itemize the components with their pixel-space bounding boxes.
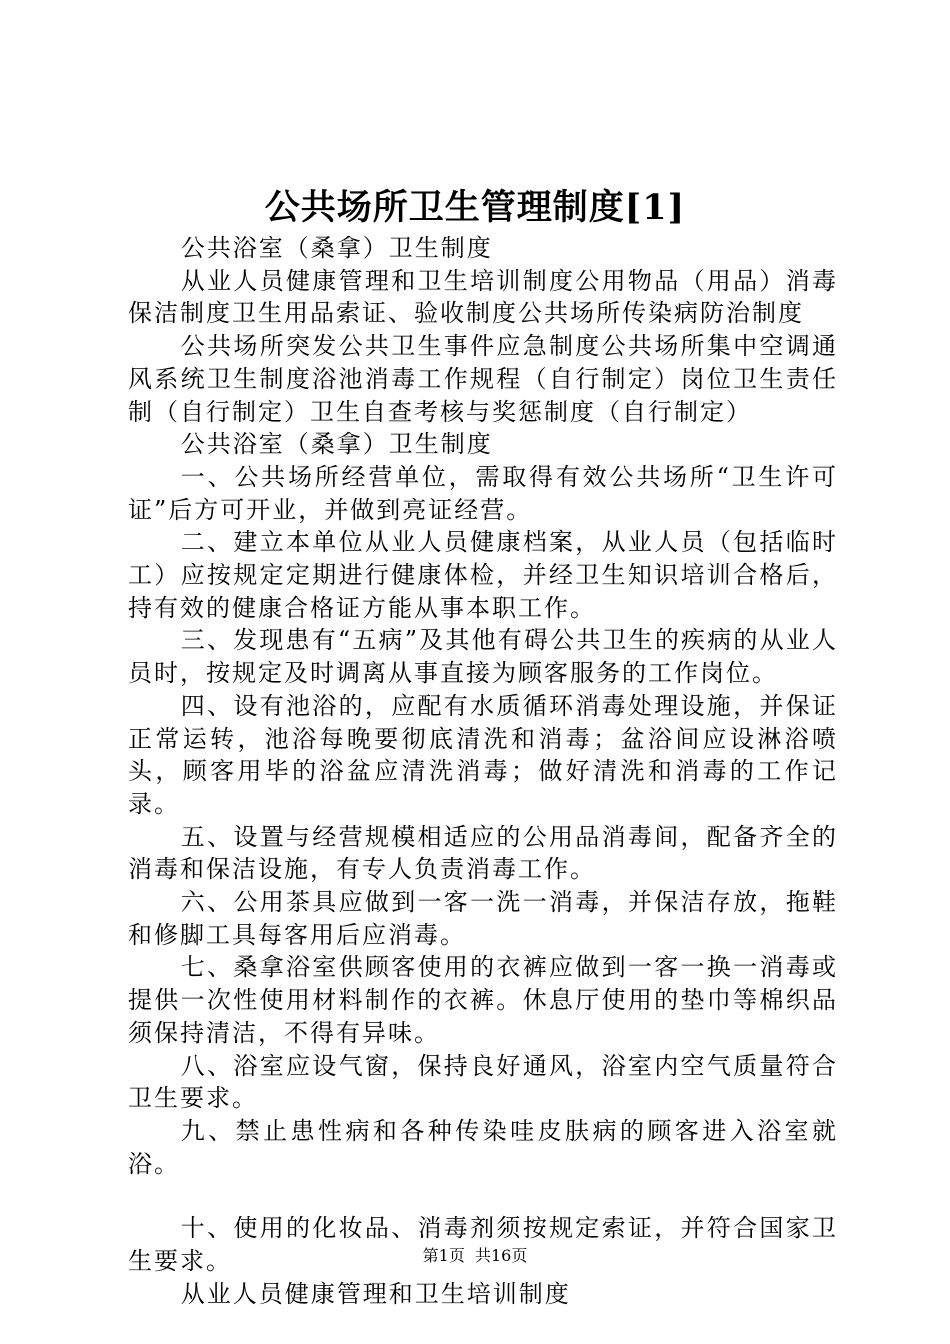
paragraph: 十、使用的化妆品、消毒剂须按规定索证，并符合国家卫生要求。 — [128, 1214, 838, 1276]
paragraph: 从业人员健康管理和卫生培训制度 — [180, 1279, 571, 1308]
document-title: 公共场所卫生管理制度[1] — [264, 187, 686, 228]
paragraph: 九、禁止患性病和各种传染哇皮肤病的顾客进入浴室就浴。 — [128, 1116, 838, 1178]
document-body — [128, 232, 838, 1311]
paragraph: 一、公共场所经营单位，需取得有效公共场所“卫生许可证”后方可开业，并做到亮证经营。 — [128, 462, 838, 524]
paragraph: 七、桑拿浴室供顾客使用的衣裤应做到一客一换一消毒或提供一次性使用材料制作的衣裤。休息厅使用的垫巾等棉织品须保持清洁，不得有异味。 — [128, 953, 838, 1047]
paragraph: 三、发现患有“五病”及其他有碍公共卫生的疾病的从业人员时，按规定及时调离从事直接为顾客服务的工作岗位。 — [128, 626, 838, 688]
paragraph: 从业人员健康管理和卫生培训制度公用物品（用品）消毒保洁制度卫生用品索证、验收制度公共场所传染病防治制度 — [128, 266, 838, 328]
paragraph: 公共浴室（桑拿）卫生制度 — [180, 234, 493, 262]
paragraph: 六、公用茶具应做到一客一洗一消毒，并保洁存放，拖鞋和修脚工具每客用后应消毒。 — [128, 888, 838, 949]
paragraph: 五、设置与经营规模相适应的公用品消毒间，配备齐全的消毒和保洁设施，有专人负责消毒工作。 — [128, 822, 838, 884]
paragraph: 八、浴室应设气窗，保持良好通风，浴室内空气质量符合卫生要求。 — [128, 1051, 838, 1113]
page-number-footer: 第1页 共16页 — [422, 1246, 528, 1265]
paragraph: 四、设有池浴的，应配有水质循环消毒处理设施，并保证正常运转，池浴每晚要彻底清洗和消毒；盆浴间应设淋浴喷头，顾客用毕的浴盆应清洗消毒；做好清洗和消毒的工作记录。 — [128, 691, 838, 818]
paragraph: 公共浴室（桑拿）卫生制度 — [180, 430, 493, 459]
paragraph: 二、建立本单位从业人员健康档案，从业人员（包括临时工）应按规定定期进行健康体检，并经卫生知识培训合格后，持有效的健康合格证方能从事本职工作。 — [128, 528, 838, 622]
paragraph: 公共场所突发公共卫生事件应急制度公共场所集中空调通风系统卫生制度浴池消毒工作规程（自行制定）岗位卫生责任制（自行制定）卫生自查考核与奖惩制度（自行制定） — [128, 332, 838, 426]
